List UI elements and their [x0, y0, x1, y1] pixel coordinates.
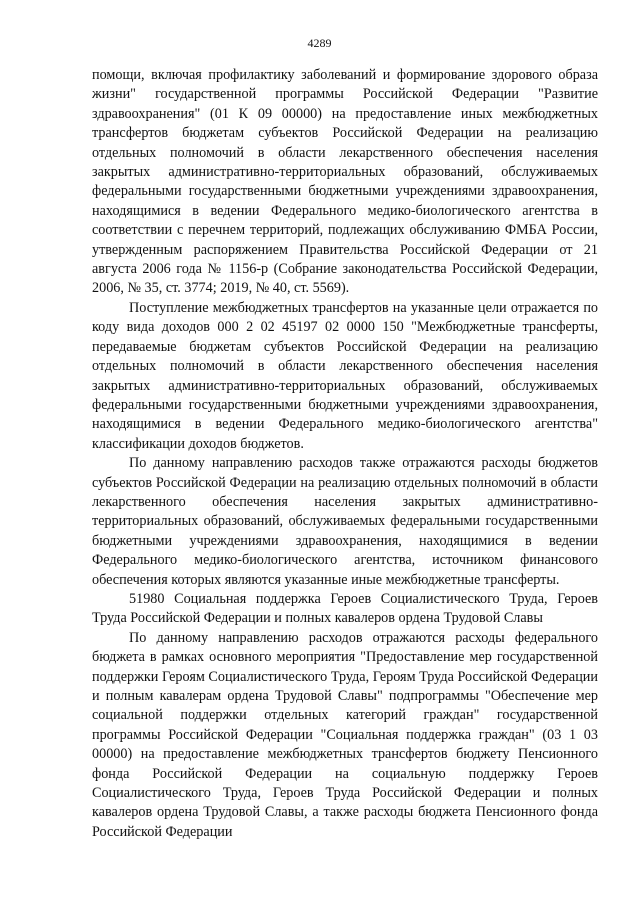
paragraph-regional-expenses: По данному направлению расходов также отражаются расходы бюджетов субъектов Российской Федерации на реализацию отдельных полномочий в области лекарственного обеспечения населения закрытых административно-территориальных образований, обслуживаемых федеральными государственными бюджетными учреждениями здравоохранения, находящимися в ведении Федерального медико-биологического агентства, источником финансового обеспечения которых являются указанные иные межбюджетные трансферты. [92, 455, 598, 588]
paragraph-federal-expenses: По данному направлению расходов отражаются расходы федерального бюджета в рамках основного мероприятия "Предоставление мер государственной поддержки Героям Социалистического Труда, Героям Труда Российской Федерации и полным кавалерам ордена Трудовой Славы" подпрограммы "Обеспечение мер социальной поддержки отдельных категорий граждан" государственной программы Российской Федерации "Социальная поддержка граждан" (03 1 03 00000) на предоставление межбюджетных трансфертов бюджету Пенсионного фонда Российской Федерации на социальную поддержку Героев Социалистического Труда, Героев Труда Российской Федерации и полных кавалеров ордена Трудовой Славы, а также расходы бюджета Пенсионного фонда Российской Федерации [92, 629, 598, 840]
document-body [92, 66, 598, 842]
paragraph-continuation: помощи, включая профилактику заболеваний и формирование здорового образа жизни" государственной программы Российской Федерации "Развитие здравоохранения" (01 К 09 00000) на предоставление иных межбюджетных трансфертов бюджетам субъектов Российской Федерации на реализацию отдельных полномочий в области лекарственного обеспечения населения закрытых административно-территориальных образований, обслуживаемых федеральными государственными бюджетными учреждениями здравоохранения, находящимися в ведении Федерального медико-биологического агентства в соответствии с перечнем территорий, подлежащих обслуживанию ФМБА России, утвержденным распоряжением Правительства Российской Федерации от 21 августа 2006 года № 1156-р (Собрание законодательства Российской Федерации, 2006, № 35, ст. 3774; 2019, № 40, ст. 5569). [92, 67, 598, 297]
page-number: 4289 [307, 36, 332, 50]
paragraph-income-code: Поступление межбюджетных трансфертов на указанные цели отражается по коду вида доходов 000 2 02 45197 02 0000 150 "Межбюджетные трансферты, передаваемые бюджетам субъектов Российской Федерации на реализацию отдельных полномочий в области лекарственного обеспечения населения закрытых административно-территориальных образований, обслуживаемых федеральными государственными бюджетными учреждениями здравоохранения, находящимися в ведении Федерального медико-биологического агентства" классификации доходов бюджетов. [92, 299, 598, 452]
section-heading-51980: 51980 Социальная поддержка Героев Социалистического Труда, Героев Труда Российской Федерации и полных кавалеров ордена Трудовой Славы [92, 590, 598, 627]
